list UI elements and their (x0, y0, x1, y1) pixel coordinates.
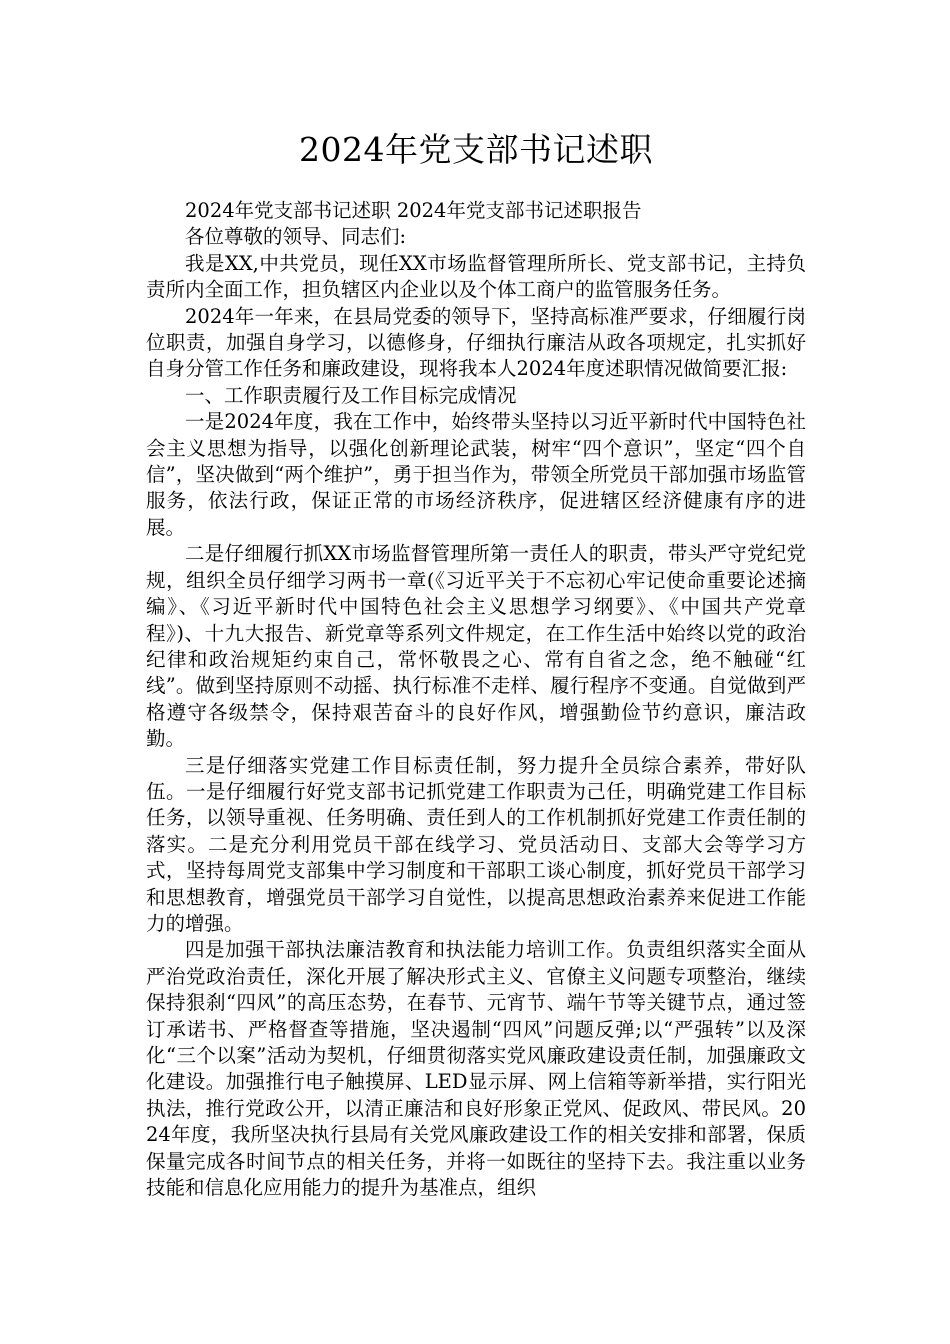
paragraph-point-one: 一是2024年度，我在工作中，始终带头坚持以习近平新时代中国特色社会主义思想为指导，以强化创新理论武装，树牢“四个意识”，坚定“四个自信”，坚决做到“两个维护”，勇于担当作为，带领全所党员干部加强市场监管服务，依法行政，保证正常的市场经济秩序，促进辖区经济健康有序的进展。 (146, 410, 806, 539)
paragraph-point-four: 四是加强干部执法廉洁教育和执法能力培训工作。负责组织落实全面从严治党政治责任，深化开展了解决形式主义、官僚主义问题专项整治，继续保持狠刹“四风”的高压态势，在春节、元宵节、端午节等关键节点，通过签订承诺书、严格督查等措施，坚决遏制“四风”问题反弹;以“严强转”以及深化“三个以案”活动为契机，仔细贯彻落实党风廉政建设责任制，加强廉政文化建设。加强推行电子触摸屏、LED显示屏、网上信箱等新举措，实行阳光执法，推行党政公开，以清正廉洁和良好形象正党风、促政风、带民风。2024年度，我所坚决执行县局有关党风廉政建设工作的相关安排和部署，保质保量完成各时间节点的相关任务，并将一如既往的坚持下去。我注重以业务技能和信息化应用能力的提升为基准点，组织 (146, 938, 806, 1200)
paragraph-introduction: 我是XX,中共党员，现任XX市场监督管理所所长、党支部书记，主持负责所内全面工作，担负辖区内企业以及个体工商户的监管服务任务。 (146, 251, 806, 302)
paragraph-overview: 2024年一年来，在县局党委的领导下，坚持高标准严要求，仔细履行岗位职责，加强自身学习，以德修身，仔细执行廉洁从政各项规定，扎实抓好自身分管工作任务和廉政建设，现将我本人2024年度述职情况做简要汇报: (146, 304, 806, 381)
section-heading-duties: 一、工作职责履行及工作目标完成情况 (185, 383, 517, 407)
paragraph-point-two: 二是仔细履行抓XX市场监督管理所第一责任人的职责，带头严守党纪党规，组织全员仔细学习两书一章(《习近平关于不忘初心牢记使命重要论述摘编》、《习近平新时代中国特色社会主义思想学习纲要》、《中国共产党章程》)、十九大报告、新党章等系列文件规定，在工作生活中始终以党的政治纪律和政治规矩约束自己，常怀敬畏之心、常有自省之念，绝不触碰“红线”。做到坚持原则不动摇、执行标准不走样、履行程序不变通。自觉做到严格遵守各级禁令，保持艰苦奋斗的良好作风，增强勤俭节约意识，廉洁政勤。 (146, 542, 806, 751)
paragraph-salutation: 各位尊敬的领导、同志们: (185, 225, 407, 249)
document-title: 2024年党支部书记述职 (299, 130, 653, 169)
document-body (146, 198, 806, 1201)
paragraph-subtitle: 2024年党支部书记述职 2024年党支部书记述职报告 (185, 199, 642, 222)
paragraph-point-three: 三是仔细落实党建工作目标责任制，努力提升全员综合素养，带好队伍。一是仔细履行好党支部书记抓党建工作职责为己任，明确党建工作目标任务，以领导重视、任务明确、责任到人的工作机制抓好党建工作责任制的落实。二是充分利用党员干部在线学习、党员活动日、支部大会等学习方式，坚持每周党支部集中学习制度和干部职工谈心制度，抓好党员干部学习和思想教育，增强党员干部学习自觉性，以提高思想政治素养来促进工作能力的增强。 (146, 753, 806, 935)
